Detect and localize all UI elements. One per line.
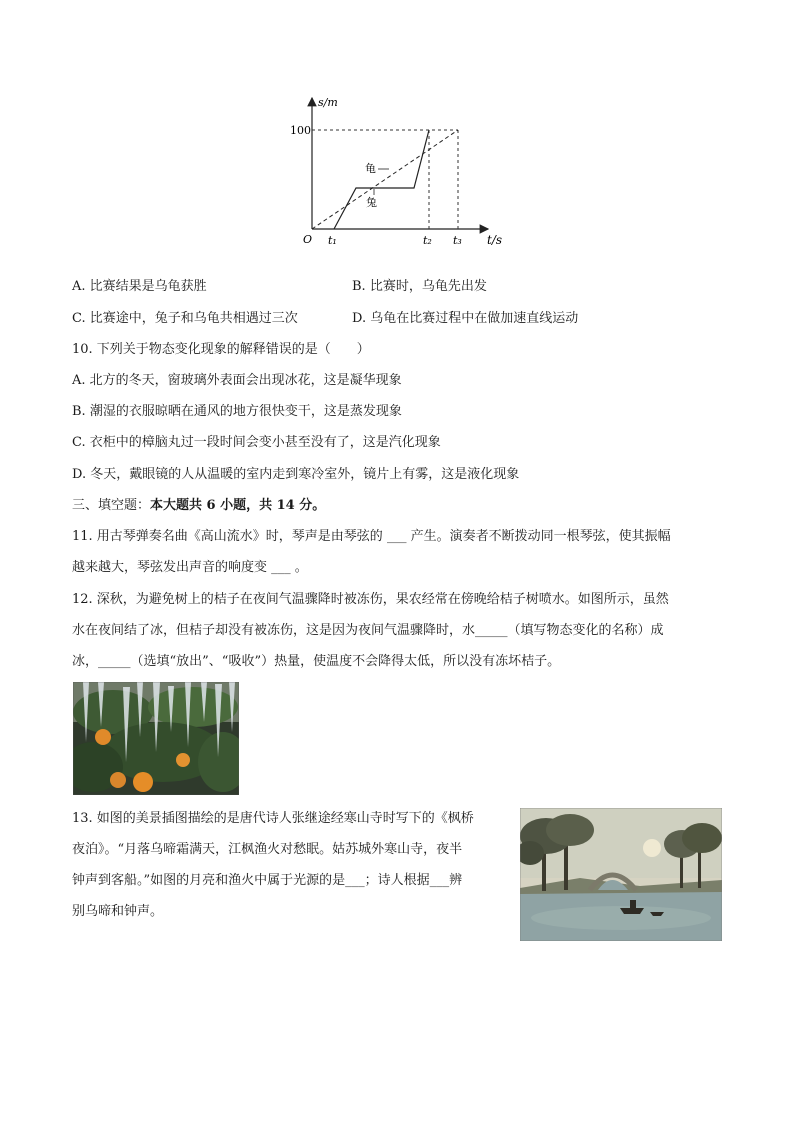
q13-line-3: 钟声到客船。”如图的月亮和渔火中属于光源的是___；诗人根据___辨 — [72, 873, 463, 888]
section-3-heading — [72, 497, 325, 515]
q13-line-2: 夜泊》。“月落乌啼霜满天，江枫渔火对愁眠。姑苏城外寒山寺，夜半 — [72, 842, 463, 857]
q10-option-b: B. 潮湿的衣服晾晒在通风的地方很快变干，这是蒸发现象 — [72, 404, 402, 419]
q9-option-b: B. 比赛时，乌龟先出发 — [352, 279, 487, 294]
maple-bridge-illustration — [520, 808, 722, 941]
q10-option-d: D. 冬天，戴眼镜的人从温暖的室内走到寒冷室外，镜片上有雾，这是液化现象 — [72, 467, 520, 482]
q10-option-a: A. 北方的冬天，窗玻璃外表面会出现冰花，这是凝华现象 — [72, 373, 402, 388]
q12-line-1: 12. 深秋，为避免树上的桔子在夜间气温骤降时被冻伤，果农经常在傍晚给桔子树喷水。如图所示，虽然 — [72, 592, 669, 607]
q11-line-2: 越来越大，琴弦发出声音的响度变 ___ 。 — [72, 560, 308, 575]
distance-time-graph — [290, 92, 510, 250]
x-tick-t1: t₁ — [328, 234, 337, 247]
tortoise-line — [312, 130, 458, 229]
section-3-prefix: 三、填空题： — [72, 498, 151, 513]
q12-line-2: 水在夜间结了冰，但桔子却没有被冻伤，这是因为夜间气温骤降时，水_____（填写物态变化的名称）成 — [72, 623, 664, 638]
x-tick-t2: t₂ — [423, 234, 432, 247]
q13-line-4: 别乌啼和钟声。 — [72, 904, 164, 919]
q9-option-c: C. 比赛途中，兔子和乌龟共相遇过三次 — [72, 311, 298, 326]
y-tick-100: 100 — [290, 124, 311, 137]
q13-line-1: 13. 如图的美景插图描绘的是唐代诗人张继途经寒山寺时写下的《枫桥 — [72, 811, 474, 826]
q12-line-3: 冰，_____（选填“放出”、“吸收”）热量，使温度不会降得太低，所以没有冻坏桔子。 — [72, 654, 561, 669]
x-tick-t3: t₃ — [453, 234, 462, 247]
x-axis-label: t/s — [487, 233, 503, 247]
origin-label: O — [303, 233, 313, 246]
y-axis-label: s/m — [318, 96, 338, 109]
frozen-orange-illustration — [73, 682, 239, 795]
q10-option-c: C. 衣柜中的樟脑丸过一段时间会变小甚至没有了，这是汽化现象 — [72, 435, 441, 450]
rabbit-label: 兔 — [366, 196, 377, 209]
q10-stem: 10. 下列关于物态变化现象的解释错误的是（ ） — [72, 342, 370, 357]
rabbit-line — [334, 130, 429, 229]
q9-option-d: D. 乌龟在比赛过程中在做加速直线运动 — [352, 311, 579, 326]
section-3-detail: 本大题共 6 小题，共 14 分。 — [150, 498, 326, 513]
maple-bridge-painting — [520, 808, 722, 941]
frozen-orange-photo — [73, 682, 239, 795]
tortoise-label: 龟 — [365, 162, 376, 175]
q9-option-a: A. 比赛结果是乌龟获胜 — [72, 279, 207, 294]
q11-line-1: 11. 用古琴弹奏名曲《高山流水》时，琴声是由琴弦的 ___ 产生。演奏者不断拨动同一根琴弦，使其振幅 — [72, 529, 671, 544]
